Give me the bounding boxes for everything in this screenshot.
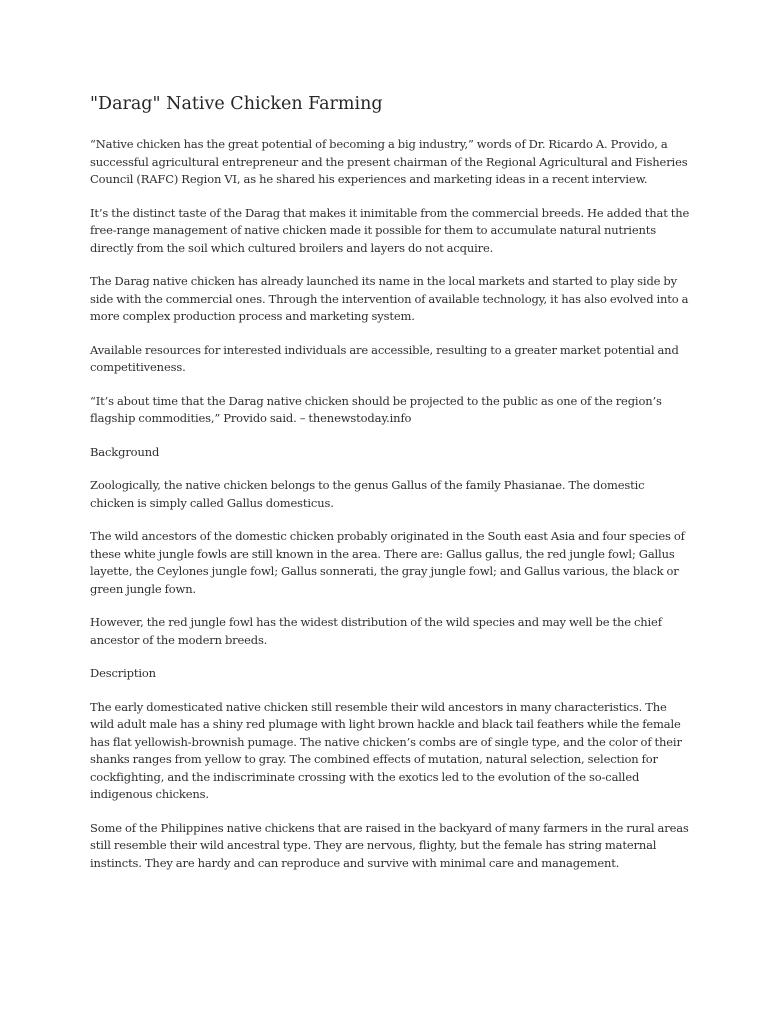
document-page [90, 92, 690, 888]
background-paragraph-2: The wild ancestors of the domestic chicken probably originated in the South east Asia and four species of these white jungle fowls are still known in the area. There are: Gallus gallus, the red jungle fowl; Gallus layette, the Ceylones jungle fowl; Gallus sonnerati, the gray jungle fowl; and Gallus various, the black or green jungle fown. [90, 529, 685, 596]
description-paragraph-1: The early domesticated native chicken still resemble their wild ancestors in many characteristics. The wild adult male has a shiny red plumage with light brown hackle and black tail feathers while the female has flat yellowish-brownish pumage. The native chicken’s combs are of single type, and the color of their shanks ranges from yellow to gray. The combined effects of mutation, natural selection, selection for cockfighting, and the indiscriminate crossing with the exotics led to the evolution of the so-called indigenous chickens. [90, 699, 682, 801]
intro-paragraph-2: It’s the distinct taste of the Darag that makes it inimitable from the commercial breeds. He added that the free-range management of native chicken made it possible for them to accumulate natural nutrients directly from the soil which cultured broilers and layers do not acquire. [90, 205, 690, 255]
background-paragraph-1: Zoologically, the native chicken belongs to the genus Gallus of the family Phasianae. The domestic chicken is simply called Gallus domesticus. [90, 478, 645, 510]
intro-paragraph-4: Available resources for interested individuals are accessible, resulting to a greater market potential and competitiveness. [90, 342, 679, 374]
section-heading-description: Description [90, 666, 156, 680]
background-paragraph-3: However, the red jungle fowl has the widest distribution of the wild species and may well be the chief ancestor of the modern breeds. [90, 615, 662, 647]
document-title: "Darag" Native Chicken Farming [90, 94, 383, 114]
intro-paragraph-3: The Darag native chicken has already launched its name in the local markets and started to play side by side with the commercial ones. Through the intervention of available technology, it has also evolved into a more complex production process and marketing system. [90, 274, 689, 323]
intro-paragraph-1: “Native chicken has the great potential of becoming a big industry,” words of Dr. Ricardo A. Provido, a successful agricultural entrepreneur and the present chairman of the Regional Agricultural and Fisheries Council (RAFC) Region VI, as he shared his experiences and marketing ideas in a recent interview. [90, 137, 688, 186]
description-paragraph-2: Some of the Philippines native chickens that are raised in the backyard of many farmers in the rural areas still resemble their wild ancestral type. They are nervous, flighty, but the female has string maternal instincts. They are hardy and can reproduce and survive with minimal care and management. [90, 820, 689, 870]
section-heading-background: Background [90, 444, 160, 459]
intro-paragraph-5: “It’s about time that the Darag native chicken should be projected to the public as one of the region’s flagship commodities,” Provido said. – thenewstoday.info [90, 393, 662, 425]
